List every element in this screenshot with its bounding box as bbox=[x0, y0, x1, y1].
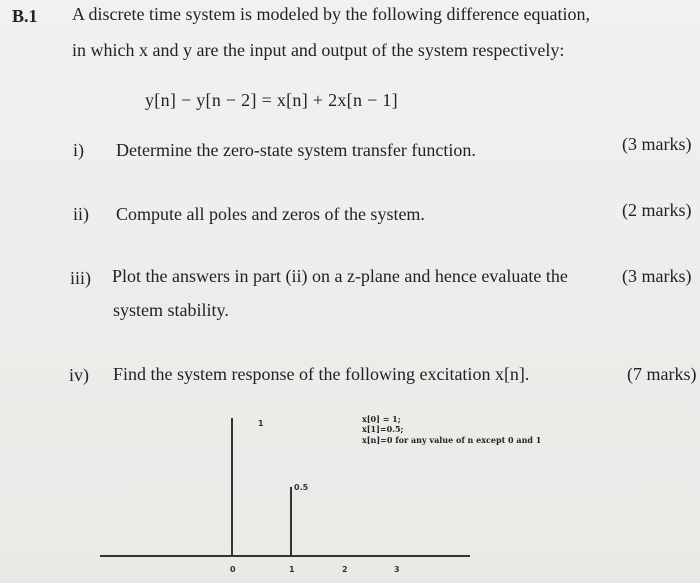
tick-label-2: 2 bbox=[342, 565, 348, 574]
part-iv-marks: (7 marks) bbox=[627, 364, 697, 384]
part-ii-text: Compute all poles and zeros of the system. bbox=[116, 204, 425, 224]
tick-label-1: 1 bbox=[289, 565, 295, 574]
part-ii-number: ii) bbox=[73, 204, 89, 224]
figure-note-3: x[n]=0 for any value of n except 0 and 1 bbox=[362, 435, 542, 445]
part-iii-text: Plot the answers in part (ii) on a z-plane and hence evaluate the bbox=[112, 266, 568, 286]
stem-label-1: 0.5 bbox=[294, 483, 309, 492]
tick-label-3: 3 bbox=[394, 565, 400, 574]
figure-note-1: x[0] = 1; bbox=[362, 414, 401, 424]
tick-label-0: 0 bbox=[230, 565, 236, 574]
part-i-number: i) bbox=[73, 140, 84, 160]
question-label: B.1 bbox=[12, 6, 38, 26]
part-i-text: Determine the zero-state system transfer function. bbox=[116, 140, 476, 160]
part-i-marks: (3 marks) bbox=[622, 134, 692, 154]
difference-equation: y[n] − y[n − 2] = x[n] + 2x[n − 1] bbox=[145, 90, 398, 110]
part-iv-number: iv) bbox=[69, 365, 89, 385]
part-ii-marks: (2 marks) bbox=[622, 200, 692, 220]
stem-label-0: 1 bbox=[258, 419, 264, 428]
intro-line-1: A discrete time system is modeled by the following difference equation, bbox=[72, 4, 591, 24]
figure-note-2: x[1]=0.5; bbox=[362, 424, 404, 434]
part-iii-number: iii) bbox=[70, 268, 91, 288]
part-iv-text: Find the system response of the following excitation x[n]. bbox=[113, 364, 530, 384]
excitation-stem-plot bbox=[0, 400, 700, 583]
intro-line-2: in which x and y are the input and output of the system respectively: bbox=[72, 40, 565, 60]
part-iii-text-line-2: system stability. bbox=[113, 300, 229, 320]
part-iii-marks: (3 marks) bbox=[622, 266, 692, 286]
